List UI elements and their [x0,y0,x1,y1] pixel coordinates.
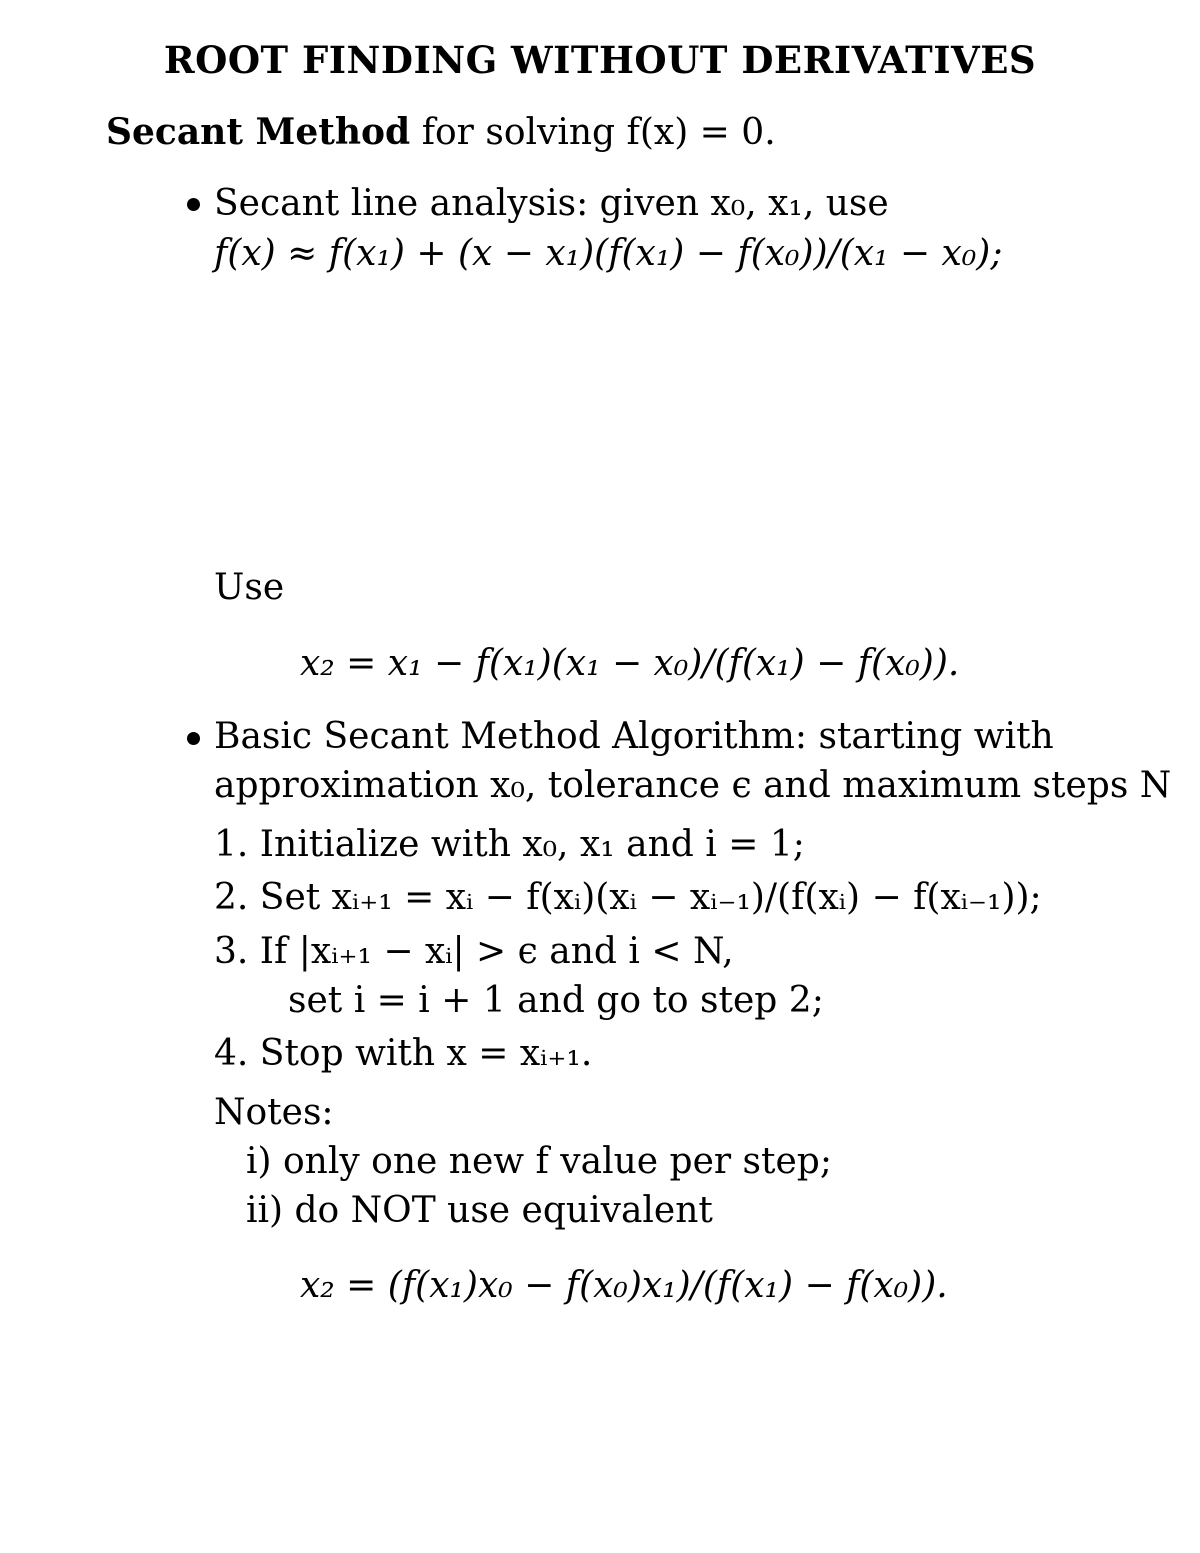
bullet1-line1: Secant line analysis: given x₀, x₁, use [214,183,889,224]
algorithm-step-4: 4. Stop with x = xᵢ₊₁. [214,1033,593,1074]
secant-line-approximation: f(x) ≈ f(x₁) + (x − x₁)(f(x₁) − f(x₀))/(x₁ − x₀); [214,233,1003,274]
intro-line [106,111,776,153]
notes-label: Notes: [214,1092,334,1133]
bullet-icon [187,732,200,745]
bullet-icon [187,198,200,211]
note-2: ii) do NOT use equivalent [246,1190,713,1231]
note-1: i) only one new f value per step; [246,1141,832,1182]
secant-formula: x₂ = x₁ − f(x₁)(x₁ − x₀)/(f(x₁) − f(x₀)). [300,643,960,684]
algorithm-step-3-continued: set i = i + 1 and go to step 2; [288,980,824,1021]
method-heading: Secant Method [106,111,411,153]
bullet2-line2: approximation x₀, tolerance ϵ and maximum steps N [214,765,1172,806]
method-description: for solving f(x) = 0. [421,112,776,153]
algorithm-step-2: 2. Set xᵢ₊₁ = xᵢ − f(xᵢ)(xᵢ − xᵢ₋₁)/(f(xᵢ) − f(xᵢ₋₁)); [214,877,1042,918]
equivalent-formula: x₂ = (f(x₁)x₀ − f(x₀)x₁)/(f(x₁) − f(x₀)). [300,1265,948,1306]
bullet2-line1: Basic Secant Method Algorithm: starting with [214,716,1054,757]
algorithm-step-3: 3. If |xᵢ₊₁ − xᵢ| > ϵ and i < N, [214,931,734,972]
use-label: Use [214,567,285,608]
page-title: ROOT FINDING WITHOUT DERIVATIVES [163,38,1037,82]
algorithm-step-1: 1. Initialize with x₀, x₁ and i = 1; [214,824,805,865]
